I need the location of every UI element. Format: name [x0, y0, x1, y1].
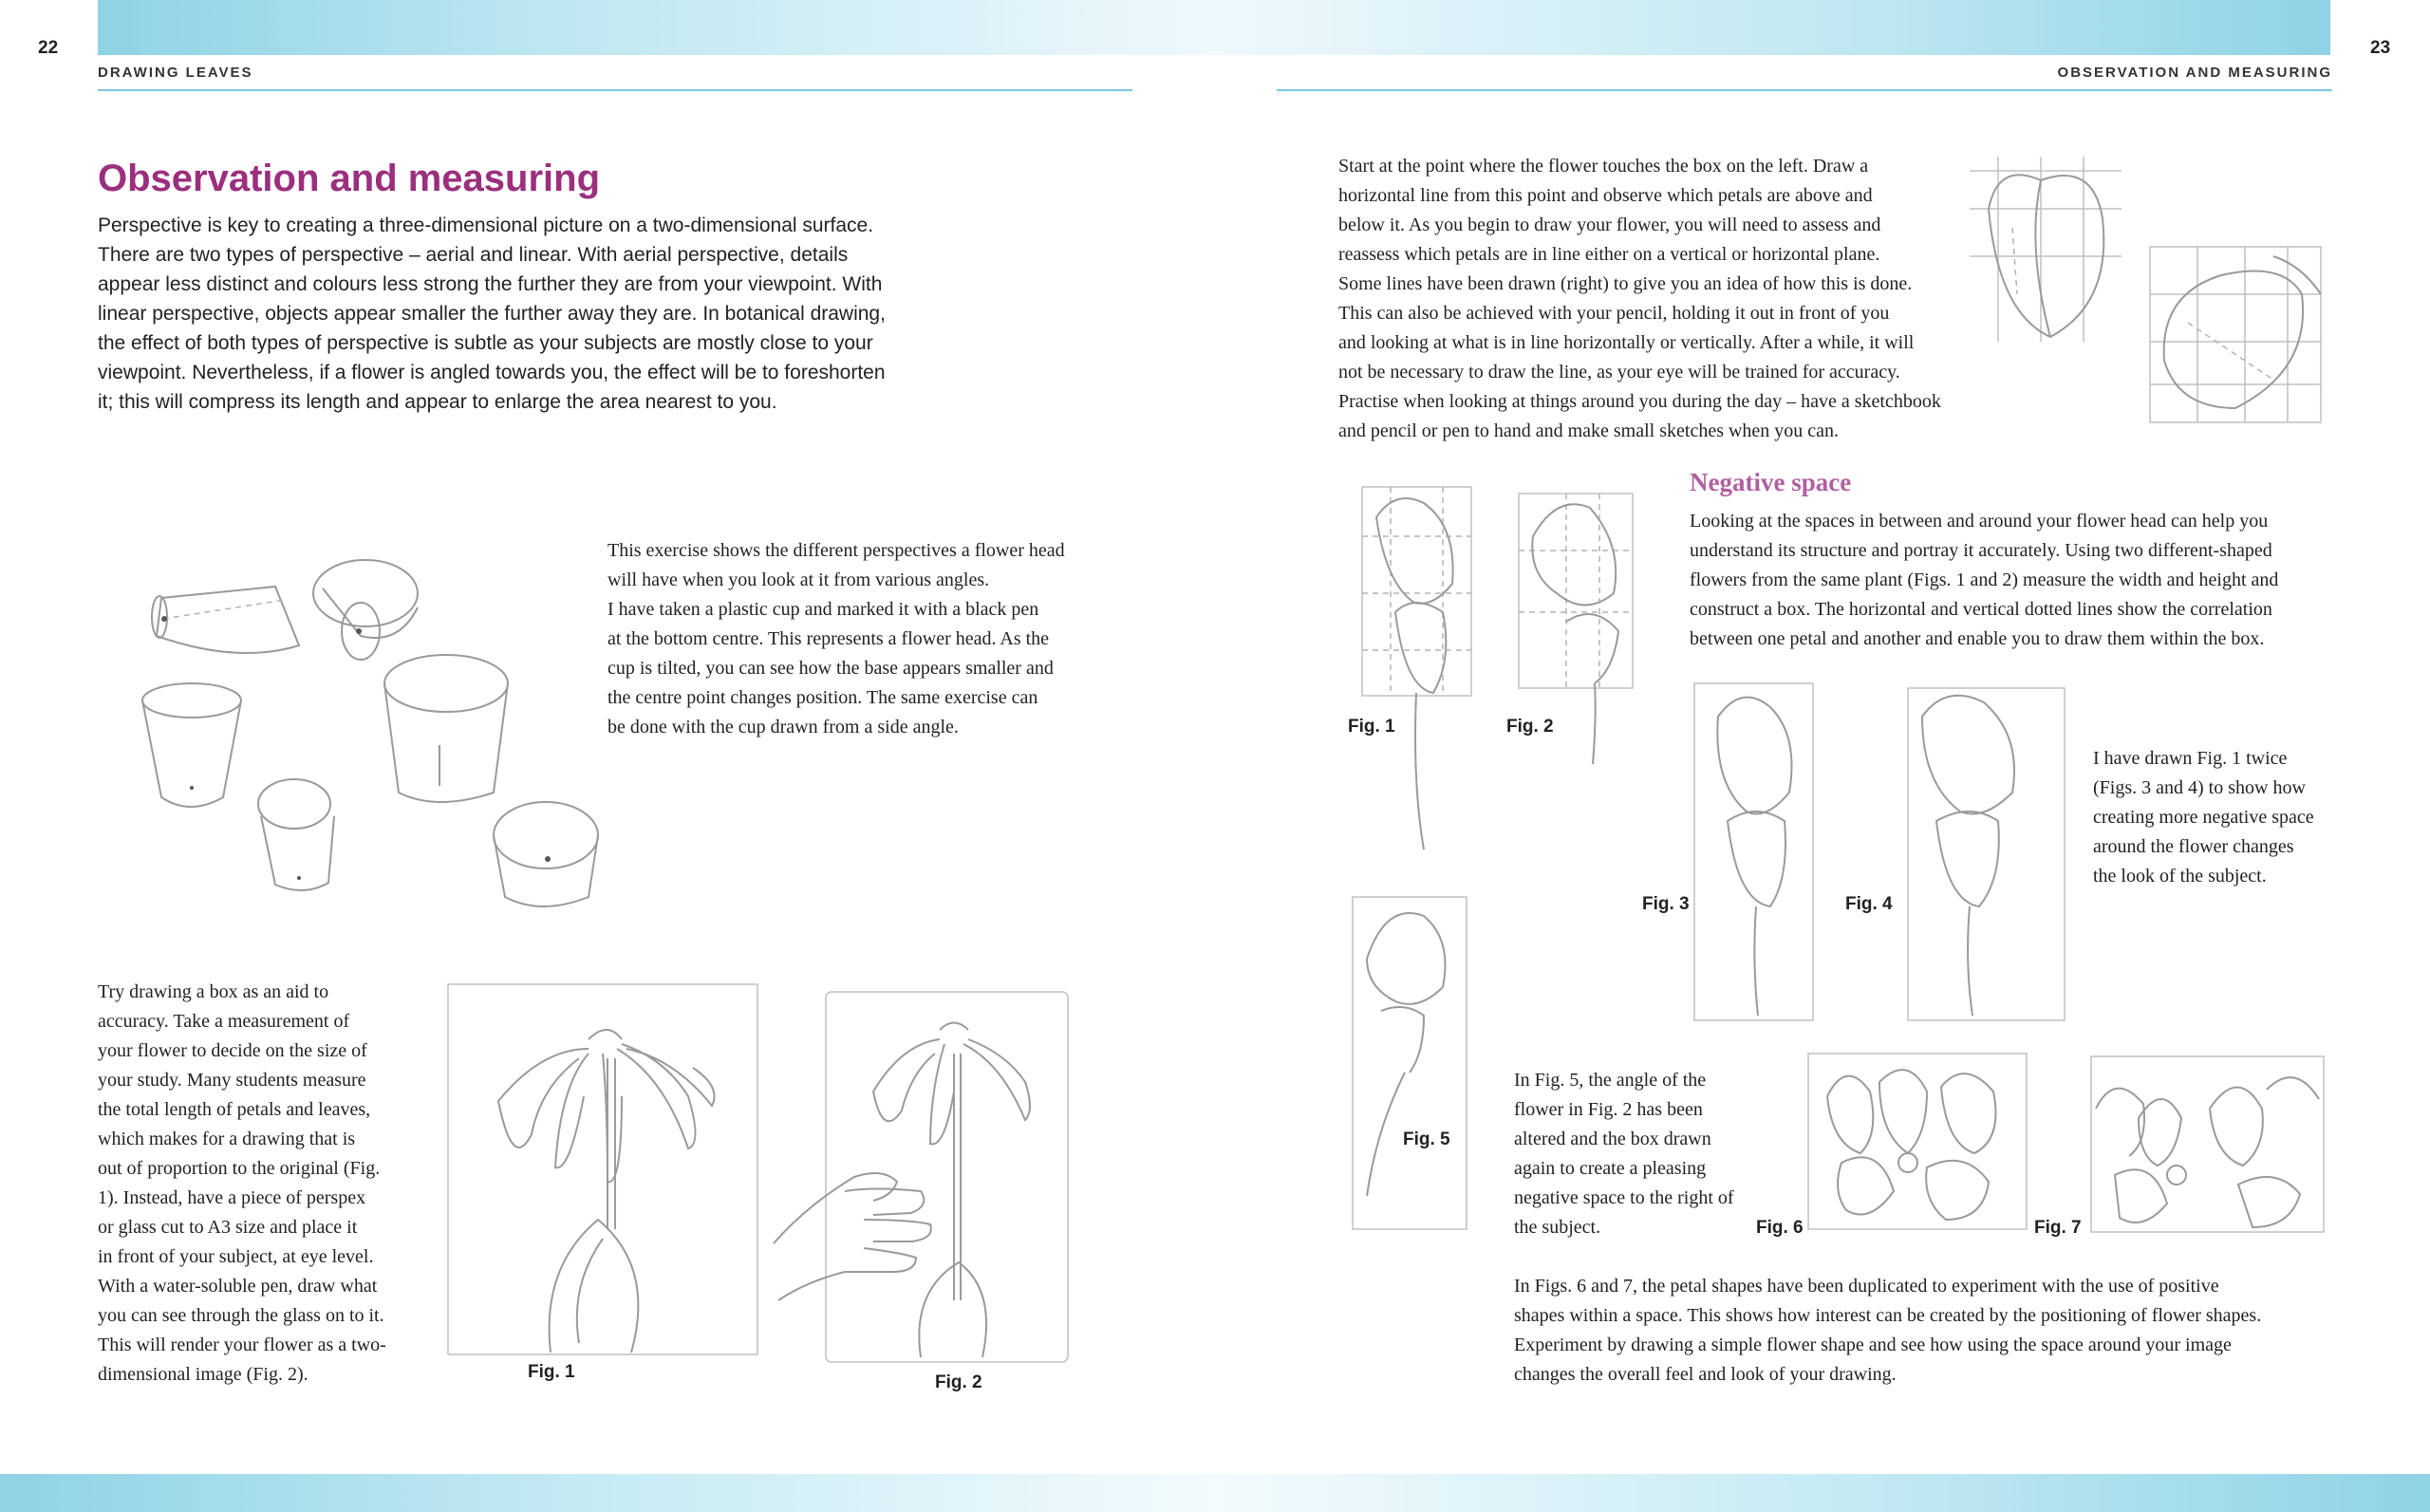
box-text-line: 1). Instead, have a piece of perspex: [98, 1187, 366, 1208]
start-text-line: not be necessary to draw the line, as your eye will be trained for accuracy.: [1338, 362, 1900, 383]
start-text-line: Some lines have been drawn (right) to give you an idea of how this is done.: [1338, 273, 1913, 294]
right-fig1-label: Fig. 1: [1348, 717, 1395, 737]
box-text-line: With a water-soluble pen, draw what: [98, 1276, 378, 1297]
negative-space-line: Looking at the spaces in between and around your flower head can help you: [1690, 511, 2269, 532]
box-text-line: your flower to decide on the size of: [98, 1040, 367, 1061]
right-running-head: OBSERVATION AND MEASURING: [2057, 65, 2332, 81]
box-text-line: This will render your flower as a two-: [98, 1335, 386, 1355]
intro-line: it; this will compress its length and appear to enlarge the area nearest to you.: [98, 391, 777, 413]
intro-line: appear less distinct and colours less strong the further they are from your viewpoint. With: [98, 273, 883, 295]
right-page-number: 23: [2370, 38, 2391, 58]
intro-line: Perspective is key to creating a three-dimensional picture on a two-dimensional surface.: [98, 215, 874, 236]
negative-space-line: flowers from the same plant (Figs. 1 and 2) measure the width and height and: [1690, 569, 2279, 590]
box-text-line: your study. Many students measure: [98, 1070, 366, 1091]
left-header-rule: [98, 89, 1132, 91]
cup-text-line: the centre point changes position. The same exercise can: [608, 687, 1038, 708]
left-fig2-label: Fig. 2: [935, 1372, 982, 1392]
right-fig1-sketch: [1362, 487, 1471, 849]
start-text-line: Practise when looking at things around you during the day – have a sketchbook: [1338, 391, 1941, 412]
fig4-sketch: [1908, 688, 2065, 1020]
fig5-illustration: [1348, 892, 1471, 1234]
start-text-line: and pencil or pen to hand and make small sketches when you can.: [1338, 420, 1840, 441]
top-color-bar: [98, 0, 2330, 55]
start-text-line: and looking at what is in line horizontally or vertically. After a while, it will: [1338, 332, 1915, 353]
grid-line-sketches: [1960, 152, 2330, 437]
cup-sketch-base: [258, 779, 334, 890]
twice-text-line: around the flower changes: [2093, 836, 2294, 857]
tulip-grid-sketch-1: [1970, 157, 2122, 342]
twice-drawn-text: [2093, 744, 2330, 891]
box-text-line: dimensional image (Fig. 2).: [98, 1364, 308, 1385]
tulip-grid-sketch-2: [2150, 247, 2321, 422]
start-text-line: below it. As you begin to draw your flower, you will need to assess and: [1338, 215, 1881, 235]
fig5-text-line: negative space to the right of: [1514, 1187, 1734, 1208]
box-text-line: or glass cut to A3 size and place it: [98, 1217, 358, 1238]
intro-line: the effect of both types of perspective is subtle as your subjects are mostly close to your: [98, 332, 873, 354]
twice-text-line: I have drawn Fig. 1 twice: [2093, 748, 2288, 769]
left-fig1-label: Fig. 1: [528, 1362, 575, 1382]
fig5-text-line: altered and the box drawn: [1514, 1129, 1711, 1149]
fig4-label: Fig. 4: [1845, 894, 1893, 914]
negative-space-text: [1690, 507, 2335, 654]
figs67-text-line: shapes within a space. This shows how interest can be created by the positioning of flower shapes.: [1514, 1305, 2262, 1326]
fig6-label: Fig. 6: [1756, 1218, 1804, 1238]
twice-text-line: creating more negative space: [2093, 807, 2314, 828]
twice-text-line: the look of the subject.: [2093, 866, 2267, 887]
right-fig1-fig2-illustration: [1348, 479, 1652, 859]
box-text-line: you can see through the glass on to it.: [98, 1305, 384, 1326]
box-text-line: accuracy. Take a measurement of: [98, 1011, 350, 1032]
figs67-text-line: In Figs. 6 and 7, the petal shapes have been duplicated to experiment with the use of positive: [1514, 1276, 2219, 1297]
start-point-text: [1338, 152, 1984, 446]
negative-space-line: between one petal and another and enable you to draw them within the box.: [1690, 628, 2265, 649]
negative-space-heading: Negative space: [1690, 468, 1852, 496]
page-title: Observation and measuring: [98, 158, 601, 199]
cup-text-line: will have when you look at it from various angles.: [608, 569, 990, 590]
cup-sketch-tilted-1: [152, 587, 299, 653]
box-aid-text: [98, 978, 430, 1390]
left-page-number: 22: [38, 38, 59, 58]
right-header-rule: [1277, 89, 2332, 91]
cup-text-line: This exercise shows the different perspectives a flower head: [608, 540, 1065, 561]
box-text-line: out of proportion to the original (Fig.: [98, 1158, 381, 1179]
intro-line: viewpoint. Nevertheless, if a flower is angled towards you, the effect will be to foreshorten: [98, 362, 886, 383]
cup-sketch-upright-2: [384, 655, 508, 802]
cup-text-line: I have taken a plastic cup and marked it with a black pen: [608, 599, 1039, 620]
cup-sketches-illustration: [133, 532, 608, 930]
cup-exercise-text: [608, 536, 1101, 742]
fig5-label: Fig. 5: [1403, 1129, 1450, 1149]
cup-sketch-tilted-2: [313, 560, 418, 660]
negative-space-line: construct a box. The horizontal and vertical dotted lines show the correlation: [1690, 599, 2272, 620]
left-fig2-illustration: [769, 987, 1082, 1367]
twice-text-line: (Figs. 3 and 4) to show how: [2093, 777, 2306, 798]
figs67-text-line: Experiment by drawing a simple flower shape and see how using the space around your image: [1514, 1335, 2232, 1355]
fig6-illustration: [1804, 1049, 2031, 1239]
fig3-label: Fig. 3: [1642, 894, 1690, 914]
start-text-line: reassess which petals are in line either on a vertical or horizontal plane.: [1338, 244, 1880, 265]
box-text-line: which makes for a drawing that is: [98, 1129, 356, 1149]
right-fig2-label: Fig. 2: [1506, 717, 1554, 737]
fig3-sketch: [1694, 683, 1813, 1020]
fig5-text-line: flower in Fig. 2 has been: [1514, 1099, 1703, 1120]
intro-line: There are two types of perspective – aerial and linear. With aerial perspective, details: [98, 244, 849, 266]
cup-sketch-upright-1: [142, 683, 241, 807]
fig3-fig4-illustration: [1690, 679, 2069, 1030]
fig5-text-line: In Fig. 5, the angle of the: [1514, 1070, 1707, 1091]
negative-space-line: understand its structure and portray it accurately. Using two different-shaped: [1690, 540, 2272, 561]
bottom-color-bar: [0, 1474, 2430, 1512]
fig5-text-line: the subject.: [1514, 1217, 1601, 1238]
figs67-text-line: changes the overall feel and look of your drawing.: [1514, 1364, 1897, 1385]
fig5-text: [1514, 1066, 1761, 1242]
fig7-illustration: [2086, 1052, 2328, 1241]
intro-paragraph: [98, 211, 1047, 417]
start-text-line: horizontal line from this point and observe which petals are above and: [1338, 185, 1873, 206]
fig7-label: Fig. 7: [2034, 1218, 2082, 1238]
cup-text-line: be done with the cup drawn from a side angle.: [608, 717, 959, 737]
left-fig1-illustration: [446, 982, 759, 1357]
intro-line: linear perspective, objects appear smaller the further away they are. In botanical drawing,: [98, 303, 886, 325]
figs6-7-text: [1514, 1272, 2330, 1390]
left-running-head: DRAWING LEAVES: [98, 65, 253, 81]
coneflower-sketch: [498, 1030, 715, 1353]
cup-sketch-low: [494, 802, 598, 906]
cup-text-line: at the bottom centre. This represents a flower head. As the: [608, 628, 1050, 649]
start-text-line: Start at the point where the flower touches the box on the left. Draw a: [1338, 156, 1869, 177]
hand-sketch: [774, 1173, 931, 1300]
fig5-text-line: again to create a pleasing: [1514, 1158, 1707, 1179]
box-text-line: in front of your subject, at eye level.: [98, 1246, 374, 1267]
box-text-line: Try drawing a box as an aid to: [98, 981, 329, 1002]
cup-text-line: cup is tilted, you can see how the base appears smaller and: [608, 658, 1054, 679]
start-text-line: This can also be achieved with your pencil, holding it out in front of you: [1338, 303, 1890, 324]
box-text-line: the total length of petals and leaves,: [98, 1099, 371, 1120]
